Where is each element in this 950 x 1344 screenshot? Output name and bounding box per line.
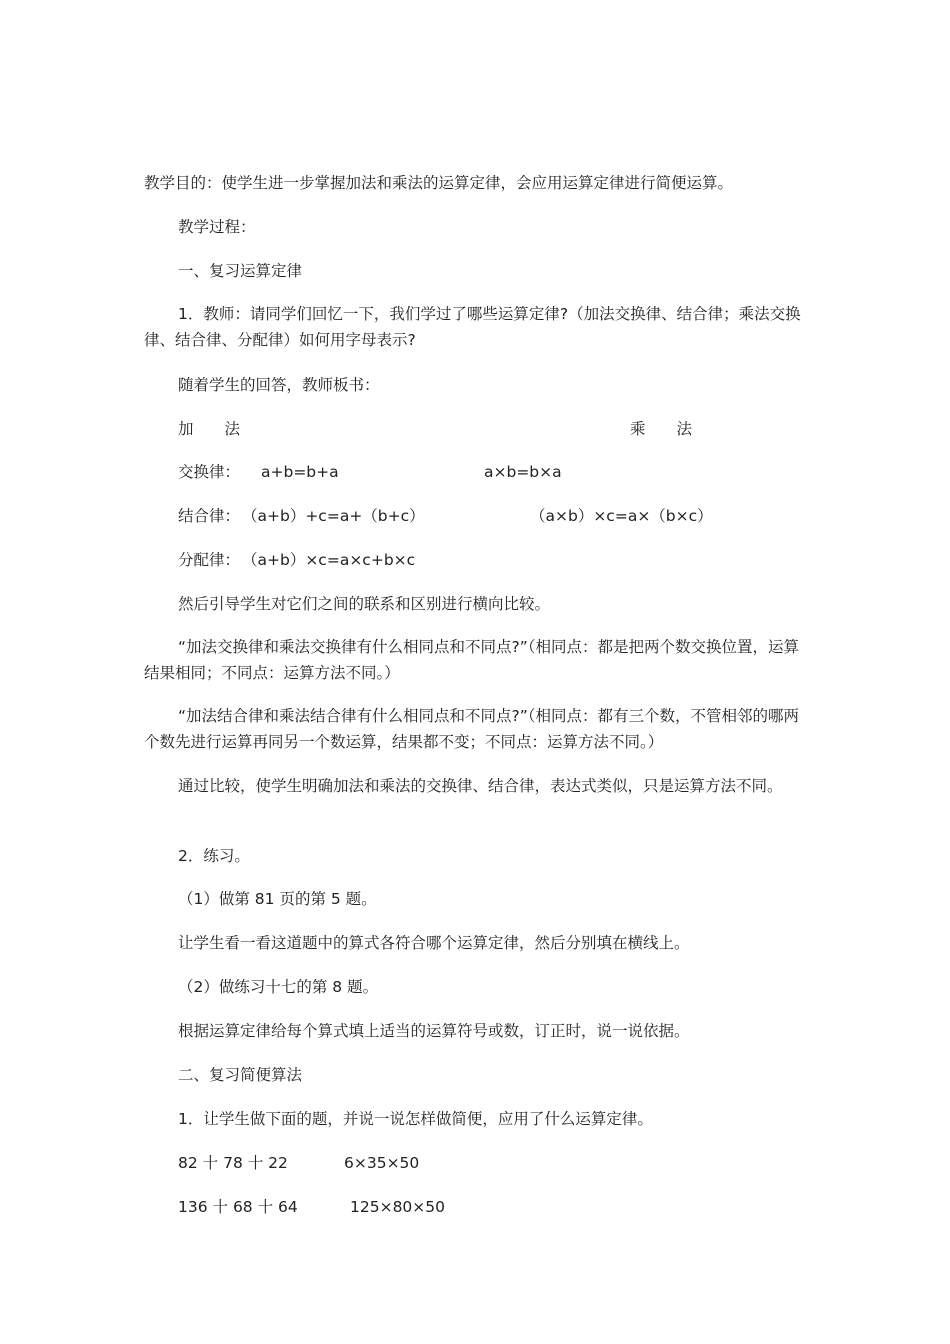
distributive-label: 分配律： bbox=[178, 551, 241, 569]
practice-1-description: 让学生看一看这道题中的算式各符合哪个运算定律，然后分别填在横线上。 bbox=[178, 934, 690, 952]
exercise-1b: 6×35×50 bbox=[344, 1154, 420, 1172]
board-intro: 随着学生的回答，教师板书： bbox=[178, 376, 380, 394]
commutative-multiplication: a×b=b×a bbox=[484, 463, 562, 481]
commutative-label: 交换律： bbox=[178, 463, 241, 481]
teaching-purpose: 教学目的：使学生进一步掌握加法和乘法的运算定律，会应用运算定律进行简便运算。 bbox=[144, 174, 734, 192]
commutative-addition: a+b=b+a bbox=[261, 463, 339, 481]
comparison-1: “加法交换律和乘法交换律有什么相同点和不同点?”（相同点：都是把两个数交换位置，运算结果相同；不同点：运算方法不同。） bbox=[144, 638, 800, 682]
simple-calc-instruction: 1．让学生做下面的题，并说一说怎样做简便，应用了什么运算定律。 bbox=[178, 1110, 653, 1128]
multiplication-heading: 乘 法 bbox=[630, 420, 693, 438]
section-1-heading: 一、复习运算定律 bbox=[178, 262, 303, 280]
practice-2-description: 根据运算定律给每个算式填上适当的运算符号或数，订正时，说一说依据。 bbox=[178, 1022, 690, 1040]
addition-heading: 加 法 bbox=[178, 420, 241, 438]
guide-text: 然后引导学生对它们之间的联系和区别进行横向比较。 bbox=[178, 595, 551, 613]
exercise-2b: 125×80×50 bbox=[350, 1198, 446, 1216]
practice-2: （2）做练习十七的第 8 题。 bbox=[178, 978, 379, 996]
exercise-2a: 136 十 68 十 64 bbox=[178, 1198, 298, 1216]
teaching-process-heading: 教学过程： bbox=[178, 218, 256, 236]
comparison-2: “加法结合律和乘法结合律有什么相同点和不同点?”（相同点：都有三个数，不管相邻的哪两个数先进行运算再同另一个数运算，结果都不变；不同点：运算方法不同。） bbox=[144, 707, 800, 751]
practice-1: （1）做第 81 页的第 5 题。 bbox=[178, 890, 377, 908]
exercise-1a: 82 十 78 十 22 bbox=[178, 1154, 288, 1172]
practice-heading: 2．练习。 bbox=[178, 847, 250, 865]
associative-multiplication: （a×b）×c=a×（b×c） bbox=[530, 507, 713, 525]
distributive-law: （a+b）×c=a×c+b×c bbox=[242, 551, 416, 569]
associative-addition: （a+b）+c=a+（b+c） bbox=[242, 507, 425, 525]
associative-label: 结合律： bbox=[178, 507, 241, 525]
summary: 通过比较，使学生明确加法和乘法的交换律、结合律，表达式类似，只是运算方法不同。 bbox=[178, 777, 783, 795]
question-1: 1．教师：请同学们回忆一下，我们学过了哪些运算定律?（加法交换律、结合律；乘法交换律、结合律、分配律）如何用字母表示? bbox=[144, 305, 801, 349]
section-2-heading: 二、复习简便算法 bbox=[178, 1066, 303, 1084]
